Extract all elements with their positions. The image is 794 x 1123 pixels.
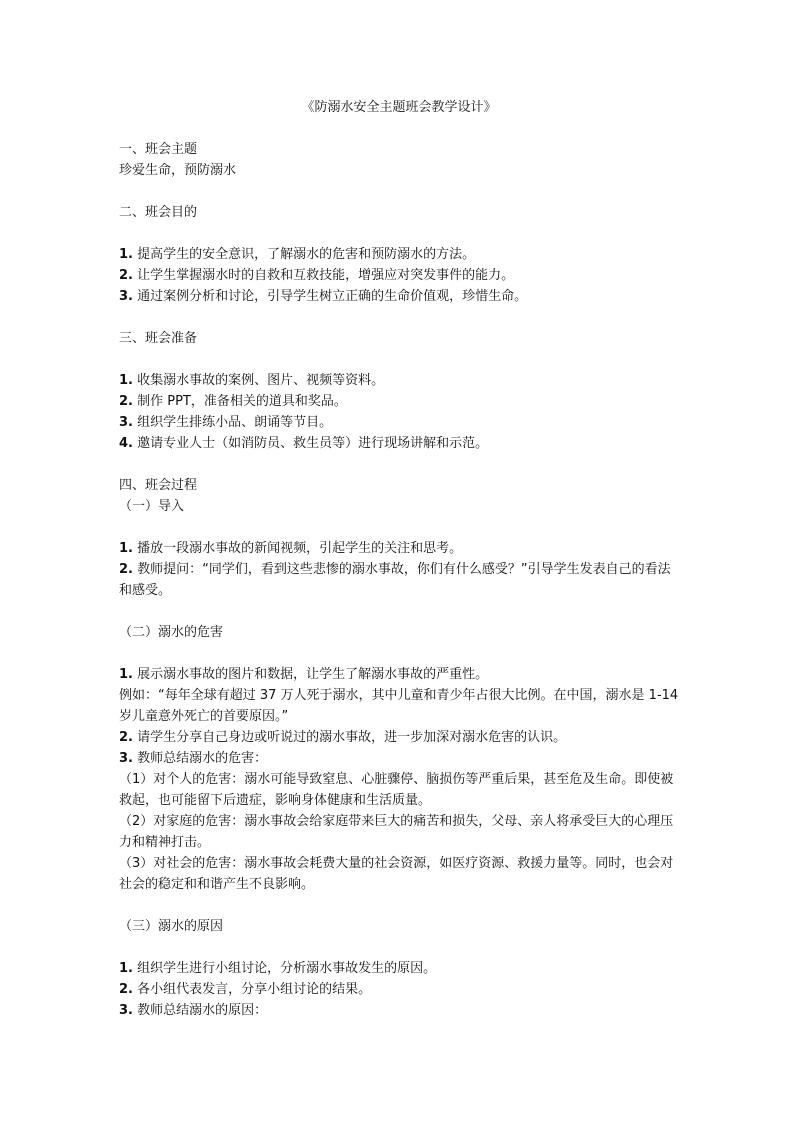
item-text: 展示溺水事故的图片和数据，让学生了解溺水事故的严重性。 [137, 667, 489, 682]
item-text: 教师总结溺水的原因： [137, 1003, 268, 1018]
list-item [119, 958, 679, 979]
item-number: 2. [119, 730, 133, 745]
item-text: 收集溺水事故的案例、图片、视频等资料。 [137, 373, 385, 388]
list-item [119, 244, 679, 265]
example-text: 例如：“每年全球有超过 37 万人死于溺水，其中儿童和青少年占很大比例。在中国，溺水是 1-14 岁儿童意外死亡的首要原因。” [119, 688, 679, 724]
spacer [119, 517, 679, 538]
spacer [119, 601, 679, 622]
list-item [119, 433, 679, 454]
item-number: 3. [119, 751, 133, 766]
item-text: 组织学生进行小组讨论，分析溺水事故发生的原因。 [137, 961, 437, 976]
list-item [119, 559, 679, 601]
list-item [119, 265, 679, 286]
item-text: 让学生掌握溺水时的自救和互救技能，增强应对突发事件的能力。 [137, 268, 515, 283]
subsection-heading-harm: （二）溺水的危害 [119, 625, 224, 640]
spacer [119, 643, 679, 664]
item-number: 1. [119, 373, 133, 388]
list-item [119, 391, 679, 412]
document-title: 《防溺水安全主题班会教学设计》 [301, 100, 497, 115]
document-body [119, 97, 679, 1021]
subsection-heading-causes: （三）溺水的原因 [119, 919, 224, 934]
item-number: 3. [119, 1003, 133, 1018]
list-item [119, 286, 679, 307]
item-number: 1. [119, 541, 133, 556]
list-item [119, 412, 679, 433]
item-number: 1. [119, 667, 133, 682]
item-text: 提高学生的安全意识，了解溺水的危害和预防溺水的方法。 [137, 247, 476, 262]
item-number: 1. [119, 961, 133, 976]
item-number: 3. [119, 415, 133, 430]
section-heading-purpose: 二、班会目的 [119, 205, 198, 220]
item-number: 2. [119, 982, 133, 997]
item-number: 3. [119, 289, 133, 304]
list-item [119, 664, 679, 685]
item-text: 邀请专业人士（如消防员、救生员等）进行现场讲解和示范。 [137, 436, 489, 451]
item-text: 各小组代表发言，分享小组讨论的结果。 [137, 982, 372, 997]
item-number: 2. [119, 562, 133, 577]
item-text: 制作 PPT，准备相关的道具和奖品。 [137, 394, 347, 409]
spacer [119, 454, 679, 475]
list-item [119, 979, 679, 1000]
spacer [119, 349, 679, 370]
list-item [119, 727, 679, 748]
item-text: 组织学生排练小品、朗诵等节目。 [137, 415, 333, 430]
item-text: 播放一段溺水事故的新闻视频，引起学生的关注和思考。 [137, 541, 463, 556]
item-number: 4. [119, 436, 133, 451]
section-heading-preparation: 三、班会准备 [119, 331, 198, 346]
list-item [119, 370, 679, 391]
item-text: 请学生分享自己身边或听说过的溺水事故，进一步加深对溺水危害的认识。 [137, 730, 567, 745]
spacer [119, 181, 679, 202]
item-text: 教师提问：“同学们，看到这些悲惨的溺水事故，你们有什么感受？”引导学生发表自己的看法和感受。 [119, 562, 671, 598]
spacer [119, 895, 679, 916]
section-heading-process: 四、班会过程 [119, 478, 198, 493]
list-item [119, 748, 679, 769]
item-number: 2. [119, 268, 133, 283]
item-number: 1. [119, 247, 133, 262]
section-heading-theme: 一、班会主题 [119, 142, 198, 157]
item-text: 通过案例分析和讨论，引导学生树立正确的生命价值观，珍惜生命。 [137, 289, 528, 304]
harm-individual: （1）对个人的危害：溺水可能导致窒息、心脏骤停、脑损伤等严重后果，甚至危及生命。即使被救起，也可能留下后遗症，影响身体健康和生活质量。 [119, 772, 674, 808]
spacer [119, 937, 679, 958]
spacer [119, 223, 679, 244]
item-number: 2. [119, 394, 133, 409]
spacer [119, 307, 679, 328]
item-text: 教师总结溺水的危害： [137, 751, 268, 766]
list-item [119, 538, 679, 559]
theme-text: 珍爱生命，预防溺水 [119, 163, 237, 178]
spacer [119, 118, 679, 139]
subsection-heading-intro: （一）导入 [119, 499, 185, 514]
harm-family: （2）对家庭的危害：溺水事故会给家庭带来巨大的痛苦和损失，父母、亲人将承受巨大的心理压力和精神打击。 [119, 814, 674, 850]
list-item [119, 1000, 679, 1021]
harm-society: （3）对社会的危害：溺水事故会耗费大量的社会资源，如医疗资源、救援力量等。同时，也会对社会的稳定和和谐产生不良影响。 [119, 856, 674, 892]
